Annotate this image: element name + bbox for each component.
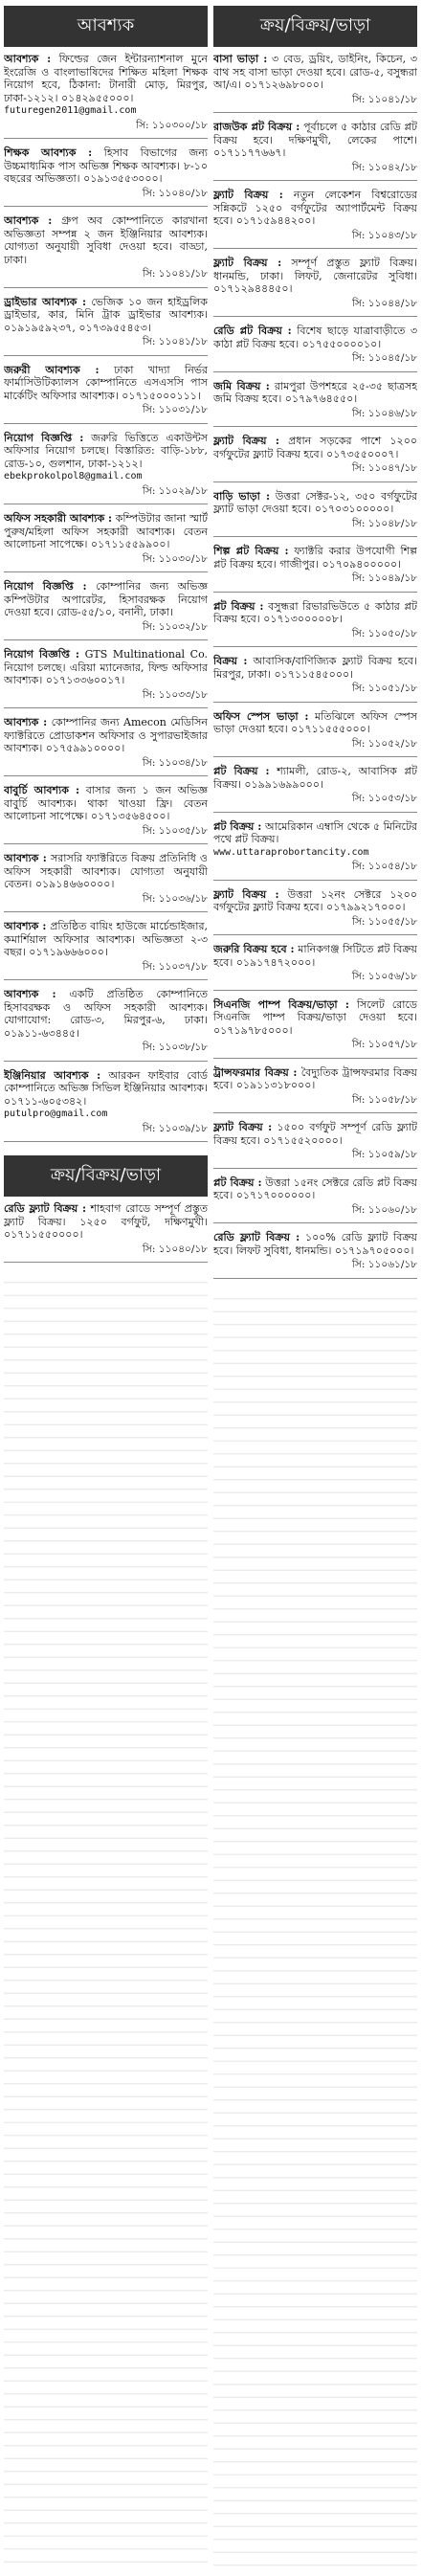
ad-title: ইঞ্জিনিয়ার আবশ্যক : — [4, 1068, 101, 1082]
ad-title: জরুরি বিক্রয় হবে : — [213, 943, 295, 955]
ad-divider — [213, 1058, 417, 1059]
ad-code: সি: ১১০৪৭/১৮ — [351, 462, 417, 474]
classified-ad — [213, 655, 417, 710]
ad-divider — [213, 756, 417, 757]
ad-title: বাবুর্চি আবশ্যক : — [4, 784, 80, 796]
bottom-ads-list — [4, 1202, 208, 1270]
ad-title: নিয়োগ বিজ্ঞপ্তি : — [4, 648, 79, 661]
ad-contact: putulpro@gmail.com — [4, 1109, 108, 1119]
ad-body: মতিঝিলে অফিস স্পেস ভাড়া দেওয়া হবে। ০১৭১১৫৫৫০০০। — [213, 709, 417, 735]
classified-ad — [213, 820, 417, 888]
ad-divider — [4, 287, 208, 288]
ad-code: সি: ১১০৩০/১৮ — [142, 552, 208, 565]
classified-ad — [213, 600, 417, 656]
ad-body: সরাসরি ফ্যাক্টরিতে বিক্রয় প্রতিনিধি ও অফিস সহকারী আবশ্যক। যোগ্যতা অনুযায়ী বেতন। ০১৯১৪৬৬০০০০। — [4, 852, 208, 890]
classified-ad — [213, 1231, 417, 1287]
ad-text-filler — [213, 1287, 417, 2571]
classified-ad — [4, 364, 208, 432]
section-heading-buy-sell-bottom: ক্রয়/বিক্রয়/ভাড়া — [4, 1155, 208, 1197]
classified-ad — [213, 490, 417, 546]
ad-code: সি: ১১০৪৯/১৮ — [351, 572, 417, 584]
ad-code: সি: ১১০৫১/১৮ — [351, 683, 417, 694]
classified-ad — [213, 710, 417, 766]
ad-divider — [213, 1168, 417, 1169]
ad-body: বিশেষ ছাড়ে যাত্রাবাড়ীতে ৩ কাঠা প্লট বিক্রয় হবে। ০১৭৫৫০০০০১০। — [213, 325, 417, 350]
classified-ad — [4, 214, 208, 296]
ad-body: বসুন্ধরা রিভারভিউতে ৫ কাঠার প্লট বিক্রয় হবে। ০১৭১৩০০০০০৮। — [213, 599, 417, 625]
ad-code: সি: ১১০৩৪/১৮ — [142, 756, 208, 769]
ad-code: সি: ১১০৪৮/১৮ — [351, 517, 417, 529]
classified-ad — [4, 1202, 208, 1270]
ad-title: নিয়োগ বিজ্ঞপ্তি : — [4, 580, 87, 593]
ad-divider — [213, 371, 417, 372]
ad-body: আরকন ফাইবার বোর্ড কোম্পানিতে অভিজ্ঞ সিভিল ইঞ্জিনিয়ার আবশ্যক। ০১৭১১-৬০৫৩৪২। — [4, 1068, 208, 1108]
ad-code: সি: ১১০৫৪/১৮ — [351, 861, 417, 872]
ad-code: সি: ১১০৪১/১৮ — [142, 268, 208, 280]
ad-code: সি: ১১০৩৭/১৮ — [142, 960, 208, 973]
classified-ad — [213, 765, 417, 820]
ad-code: সি: ১১০৪৬/১৮ — [351, 407, 417, 419]
ad-title: অফিস সহকারী আবশ্যক : — [4, 512, 113, 525]
ad-body: ফিল্ডের জেন ইন্টারন্যাশনাল মুনে ইংরেজি ও বাংলাভাষিদের শিক্ষিত মহিলা শিক্ষক নিয়োগ হবে, ঠিকানা: টানারী মোড়, মিরপুর, ঢাকা-১২১২। ০১৪২৯৫৫০০০। — [4, 53, 208, 104]
ad-title: জরুরী আবশ্যক : — [4, 363, 100, 376]
ad-divider — [213, 426, 417, 427]
ad-divider — [4, 206, 208, 207]
ad-contact: www.uttaraprobortancity.com — [213, 846, 369, 858]
ad-code: সি: ১১০৫৩/১৮ — [351, 793, 417, 804]
ad-title: প্লট বিক্রয় : — [213, 819, 262, 833]
ad-divider — [4, 1061, 208, 1062]
ad-body: উত্তরা ১৫নং সেক্টরে রেডি প্লট বিক্রয় হবে। ০১৭১৭০০০০০০। — [213, 1176, 417, 1201]
ad-divider — [213, 880, 417, 881]
ad-contact: futuregen2011@gmail.com — [4, 105, 137, 116]
ad-body: হিসাব বিভাগের জন্য উচ্চমাধ্যমিক পাস অভিজ্ঞ শিক্ষক আবশ্যক। ৮-১০ বছরের অভিজ্ঞতা। ০১৯১৩৫৫৩০০০। — [4, 146, 208, 185]
classified-ad — [4, 920, 208, 988]
ad-body: মানিকগঞ্জ সিটিতে প্লট বিক্রয় হবে। ০১৯১৭৪৭২০০০। — [213, 943, 417, 969]
classified-ad — [4, 648, 208, 716]
classified-ad — [213, 998, 417, 1066]
section-heading-wanted: আবশ্যক — [4, 6, 208, 47]
ad-code: সি: ১১০৩৯/১৮ — [142, 1122, 208, 1134]
ad-code: সি: ১১০৬১/১৮ — [351, 1259, 417, 1270]
classified-ad — [213, 1176, 417, 1232]
classified-ad — [4, 296, 208, 364]
ad-divider — [213, 1278, 417, 1279]
ad-code: সি: ১১০৪০/১৮ — [142, 1243, 208, 1255]
ad-body: ১৫০০ বর্গফুট সম্পূর্ণ রেডি ফ্ল্যাট বিক্রয় হবে। ০১৭১৫৫২০০০০। — [213, 1121, 417, 1147]
ad-title: ফ্ল্যাট বিক্রয় : — [213, 435, 279, 447]
ad-divider — [4, 843, 208, 844]
classified-ad — [4, 784, 208, 852]
ad-divider — [4, 639, 208, 640]
ad-code: সি: ১১০৩৩/১৮ — [142, 688, 208, 701]
ad-body: উত্তরা ১২নং সেক্টরে ১২০০ বর্গফুটের ফ্ল্যাট বিক্রয় হবে। ০১৭৯৯২১৭০০০। — [213, 887, 417, 913]
classified-ad — [213, 888, 417, 944]
ad-divider — [213, 592, 417, 593]
ad-divider — [213, 1222, 417, 1223]
classified-ad — [213, 1066, 417, 1122]
ad-body: কোম্পানির জন্য অভিজ্ঞ কম্পিউটার অপারেটর, হিসাবরক্ষক নিয়োগ দেওয়া হবে। রোড-৫৫/১০, বনানী, ঢাকা। — [4, 580, 208, 618]
ad-title: আবশ্যক : — [4, 920, 47, 932]
ad-title: জমি বিক্রয় : — [213, 379, 270, 392]
ad-code: সি: ১১০৫৬/১৮ — [351, 971, 417, 982]
ad-body: কম্পিউটার জানা স্মার্ট পুরুষ/মহিলা অফিস সহকারী আবশ্যক। বেতন আলোচনা সাপেক্ষে। ০১৭১১৫৫৯৯০০। — [4, 512, 208, 550]
ad-code: সি: ১১০৩৬/১৮ — [142, 892, 208, 905]
ad-title: রাজউক প্লট বিক্রয় : — [213, 121, 300, 133]
ad-body: ঢাকা খাদ্যা নির্ভর ফার্মাসিউটিক্যালস কোম্পানিতে এসএসসি পাস মার্কেটিং অফিসার আবশ্যক। ০১৭১৫০০০১১১। — [4, 363, 208, 402]
ad-title: আবশ্যক : — [4, 214, 53, 227]
ad-code: সি: ১১০৪৪/১৮ — [351, 297, 417, 309]
classified-ad — [213, 1121, 417, 1176]
ad-code: সি: ১১০৩১/১৮ — [142, 404, 208, 415]
ad-divider — [4, 707, 208, 708]
ad-divider — [213, 646, 417, 647]
ad-divider — [4, 571, 208, 572]
ad-divider — [4, 138, 208, 139]
ad-code: সি: ১১০৪০/১৮ — [142, 187, 208, 199]
ad-code: সি: ১১০৫০/১৮ — [351, 627, 417, 639]
classified-ad — [213, 257, 417, 325]
ad-body: প্রতিষ্ঠিত বায়িং হাউজে মার্চেন্ডাইজার, কমার্শিয়াল অফিসার আবশ্যক। অভিজ্ঞতা ২-৩ বছর। ০১৭১৯৬৬৬০০০। — [4, 920, 208, 958]
section-heading-buy-sell: ক্রয়/বিক্রয়/ভাড়া — [213, 6, 417, 47]
classified-ad — [4, 580, 208, 648]
ad-title: আবশ্যক : — [4, 716, 48, 728]
ad-body: সম্পূর্ণ প্রস্তুত ফ্ল্যাট বিক্রয়। ধানমন্ডি, ঢাকা। লিফট, জেনারেটর সুবিধা। ০১৭১২৯৪৪৪৫০। — [213, 257, 417, 295]
ad-title: রেডি ফ্ল্যাট বিক্রয় : — [213, 1231, 300, 1243]
ad-body: ৩ বেড, ড্রয়িং, ডাইনিং, কিচেন, ৩ বাথ সহ বাসা ভাড়া দেওয়া হবে। রোড-৫, বসুন্ধরা আ/এ। ০১৭১২৬৯৮০০০। — [213, 53, 417, 91]
ad-code: সি: ১১০৩০০/১৮ — [136, 119, 208, 131]
ad-divider — [213, 316, 417, 317]
ad-title: বাড়ি ভাড়া : — [213, 489, 271, 503]
ad-divider — [213, 702, 417, 703]
ad-title: প্লট বিক্রয় : — [213, 1176, 262, 1189]
classified-ad — [4, 1069, 208, 1151]
ad-code: সি: ১১০৬০/১৮ — [351, 1203, 417, 1216]
ad-code: সি: ১১০৫৯/১৮ — [351, 1149, 417, 1160]
classified-ad — [213, 121, 417, 189]
ad-title: ফ্ল্যাট বিক্রয় : — [213, 189, 283, 201]
classified-ad — [213, 380, 417, 436]
ad-code: সি: ১১০৫৫/১৮ — [351, 915, 417, 928]
ad-body: পূর্বাচলে ৫ কাঠার রেডি প্লট বিক্রয় হবে। দক্ষিণমুখী, লেকের পাশে। ০১৭১১৭৭৬৬৭। — [213, 121, 417, 159]
ad-body: GTS Multinational Co. নিয়োগ চলছে। এরিয়া ম্যানেজার, ফিল্ড অফিসার আবশ্যক। ০১৭১৩৩৬০০১৭। — [4, 648, 208, 686]
ad-divider — [4, 775, 208, 776]
ad-title: রেডি ফ্ল্যাট বিক্রয় : — [4, 1202, 87, 1215]
ad-title: শিক্ষক আবশ্যক : — [4, 146, 93, 159]
ad-body: কোম্পানির জন্য Amecon মেডিসিন ফ্যাক্টরিতে প্রোডাকশন অফিসার ও সুপারভাইজার আবশ্যক। ০১৭৫৯৯১০০০০। — [4, 716, 208, 754]
ad-title: আবশ্যক : — [4, 53, 52, 65]
ad-divider — [4, 911, 208, 912]
classified-ad — [213, 189, 417, 257]
classified-ad — [4, 53, 208, 146]
ad-title: সিএনজি পাম্প বিক্রয়/ভাড়া : — [213, 997, 349, 1011]
classified-ad — [213, 53, 417, 121]
ad-code: সি: ১১০৪৩/১৮ — [351, 229, 417, 241]
ad-code: সি: ১১০৪৫/১৮ — [351, 352, 417, 364]
ad-code: সি: ১১০৫২/১৮ — [351, 737, 417, 750]
ad-code: সি: ১১০৩৮/১৮ — [142, 1042, 208, 1053]
buy-sell-ads-list — [213, 53, 417, 1287]
ad-body: শ্যামলী, রোড-২, আবাসিক প্লট বিক্রয়। ০১৯৯১৬৯৯০০০। — [213, 765, 417, 791]
ad-divider — [4, 1141, 208, 1142]
ad-body: উত্তরা সেক্টর-১২, ৩৫০ বর্গফুটের ফ্ল্যাট ভাড়া দেওয়া হবে। ০১৭০৩১০০০০০। — [213, 489, 417, 515]
ad-text-filler — [4, 1270, 208, 2570]
classified-ad — [213, 943, 417, 998]
ad-contact: ebekprokolpol8@gmail.com — [4, 471, 143, 482]
ad-title: ফ্ল্যাট বিক্রয় : — [213, 887, 279, 901]
classified-ad — [4, 716, 208, 784]
ad-code: সি: ১১০২৯/১৮ — [142, 484, 208, 497]
ad-body: ফ্যাক্টরি করার উপযোগী শিল্প প্লট বিক্রয় হবে। গাজীপুর। ০১৭০৯৪০০০০০। — [213, 545, 417, 571]
ad-divider — [213, 990, 417, 991]
ad-title: নিয়োগ বিজ্ঞপ্তি : — [4, 431, 84, 444]
ad-title: ড্রাইভার আবশ্যক : — [4, 295, 87, 308]
ad-title: আবশ্যক : — [4, 852, 47, 864]
ad-code: সি: ১১০৫৭/১৮ — [351, 1039, 417, 1050]
ad-title: বিক্রয় : — [213, 655, 248, 667]
left-column — [4, 6, 208, 2570]
ad-divider — [4, 423, 208, 424]
ad-body: রামপুরা উপশহরে ২৫-৩৫ ছাত্রসহ জমি বিক্রয় হবে। ০১৭৯৭৬৪৫৫০। — [213, 379, 417, 405]
ad-title: আবশ্যক : — [4, 988, 56, 1000]
ad-code: সি: ১১০৪১/১৮ — [351, 93, 417, 105]
ad-divider — [4, 355, 208, 356]
ad-title: রেডি প্লট বিক্রয় : — [213, 325, 292, 337]
ad-title: অফিস স্পেস ভাড়া : — [213, 709, 309, 723]
ad-body: বাসার জন্য ১ জন অভিজ্ঞ বাবুর্চি আবশ্যক। থাকা খাওয়া ফ্রি। বেতন আলোচনা সাপেক্ষে। ০১৭১৩৫৬৪৫০০। — [4, 784, 208, 822]
classified-ad — [213, 325, 417, 380]
right-column — [213, 6, 417, 2570]
ad-body: প্রধান সড়কের পাশে ১২০০ বর্গফুটের ফ্ল্যাট বিক্রয় হবে। ০১৭৩৫৫০০০৭। — [213, 435, 417, 460]
ad-body: আমেরিকান এম্বাসি থেকে ৫ মিনিটের পথে প্লট বিক্রয়। — [213, 819, 417, 845]
classified-ad — [4, 988, 208, 1069]
ad-title: প্লট বিক্রয় : — [213, 599, 264, 613]
ad-body: একটি প্রতিষ্ঠিত কোম্পানিতে হিসাবরক্ষক ও অফিস সহকারী আবশ্যক। যোগাযোগ: রোড-৩, মিরপুর-৬, ঢাকা। ০১৯১১-৬৩৪৪৫। — [4, 988, 208, 1040]
classified-ad — [213, 545, 417, 600]
ad-body: গ্রুপ অব কোম্পানিতে কারখানা অভিজ্ঞতা সম্পন্ন ২ জন ইঞ্জিনিয়ার আবশ্যক। যোগ্যতা অনুযায়ী সুবিধা দেওয়া হবে। বাড্ডা, ঢাকা। — [4, 214, 208, 266]
ad-body: ভেজিক ১০ জন হাইড্রলিক ড্রাইভার, কার, মিনি ট্রাক ড্রাইভার আবশ্যক। ০১৯১৯৫৯২৩৭, ০১৭৩৯৫৫৪৫৩। — [4, 295, 208, 334]
ad-body: নতুন লেকেশন বিশ্বরোডের সন্নিকটে ১২৫০ বর্গফুটের অ্যাপার্টমেন্ট বিক্রয় হবে। ০১৭১৫৯৪৪২০০। — [213, 189, 417, 227]
ad-title: বাসা ভাড়া : — [213, 53, 268, 65]
ad-title: ফ্ল্যাট বিক্রয় : — [213, 1121, 273, 1133]
ad-code: সি: ১১০৪১/১৮ — [142, 336, 208, 347]
ad-code: সি: ১১০৩৫/১৮ — [142, 824, 208, 837]
classified-ad — [4, 852, 208, 920]
ad-body: সিলেট রোডে সিএনজি পাম্প বিক্রয়/ভাড়া দেওয়া হবে। ০১৭১৯৭৮৫০০০। — [213, 997, 417, 1037]
ad-title: শিল্প প্লট বিক্রয় : — [213, 545, 289, 557]
classified-ad — [213, 435, 417, 490]
ad-title: ফ্ল্যাট বিক্রয় : — [213, 257, 282, 269]
ad-title: ট্রান্সফরমার বিক্রয় : — [213, 1065, 298, 1079]
classified-ad — [4, 146, 208, 214]
ad-divider — [4, 979, 208, 980]
ad-code: সি: ১১০৪২/১৮ — [351, 161, 417, 173]
ad-divider — [213, 112, 417, 113]
ad-code: সি: ১১০৩২/১৮ — [142, 620, 208, 633]
ad-divider — [213, 248, 417, 249]
ad-divider — [213, 934, 417, 935]
ad-divider — [213, 812, 417, 813]
ad-body: শাহবাগ রোডে সম্পূর্ণ প্রস্তুত ফ্ল্যাট বিক্রয়। ১২৫০ বর্গফুট, দক্ষিণমুখী। ০১৭১১৫৫০০০০। — [4, 1202, 208, 1241]
ad-body: বৈদ্যুতিক ট্রান্সফরমার বিক্রয় হবে। ০১৯১১৩১৮০০০। — [213, 1065, 417, 1091]
classified-ad — [4, 432, 208, 513]
ad-body: ১০০% রেডি ফ্ল্যাট বিক্রয় হবে। লিফট সুবিধা, ধানমন্ডি। ০১৭১৯৭০৫০০০। — [213, 1231, 417, 1257]
ad-code: সি: ১১০৫৮/১৮ — [351, 1093, 417, 1106]
ad-body: জরুরি ভিত্তিতে একাউন্টস অফিসার নিয়োগ চলছে। বিস্তারিত: বাড়ি-১৮৮, রোড-১০, গুলশান, ঢাকা-১২১২। — [4, 431, 208, 470]
classified-ad — [4, 512, 208, 580]
ad-divider — [213, 1112, 417, 1113]
ad-divider — [4, 1262, 208, 1263]
ad-divider — [213, 180, 417, 181]
ad-body: আবাসিক/বাণিজ্যিক ফ্ল্যাট বিক্রয় হবে। মিরপুর, ঢাকা। ০১৭১১৫৪৫০০০। — [213, 655, 417, 681]
ad-divider — [213, 536, 417, 537]
ad-title: প্লট বিক্রয় : — [213, 765, 270, 777]
wanted-ads-list — [4, 53, 208, 1150]
